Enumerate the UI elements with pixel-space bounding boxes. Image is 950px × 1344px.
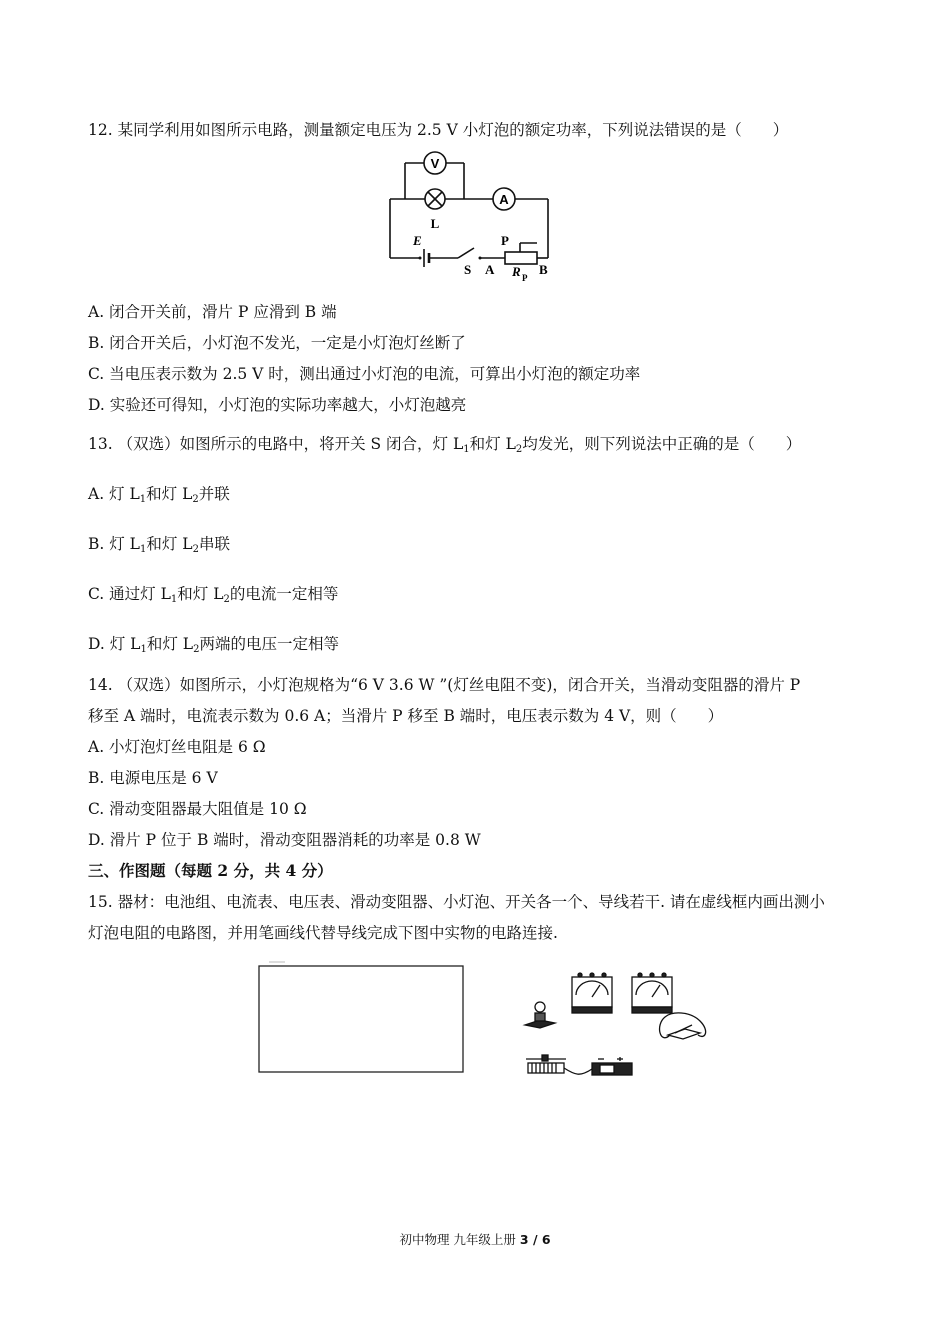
- terminal-a-label: A: [485, 262, 495, 277]
- rheostat-device-icon: [526, 1055, 566, 1073]
- q13-option-a: A. 灯 $L_1$和灯 $L_2$并联: [88, 485, 230, 505]
- lamp-holder-icon: [525, 1002, 555, 1028]
- battery-label: E: [413, 233, 422, 248]
- q13-option-c: C. 通过灯 $L_1$和灯 $L_2$的电流一定相等: [88, 585, 339, 605]
- q13-option-b: B. 灯 $L_1$和灯 $L_2$串联: [88, 535, 230, 555]
- slider-label: P: [501, 233, 509, 248]
- q15-line2: 灯泡电阻的电路图，并用笔画线代替导线完成下图中实物的电路连接.: [88, 924, 558, 942]
- q14-stem-line2: 移至 A 端时，电流表示数为 0.6 A；当滑片 P 移至 B 端时，电压表示数为 4 V，则（ ）: [88, 707, 724, 725]
- page-number: 3 / 6: [519, 1232, 551, 1247]
- q13-option-d: D. 灯 $L_1$和灯 $L_2$两端的电压一定相等: [88, 635, 339, 655]
- q13-stem: 13. （双选）如图所示的电路中，将开关 S 闭合，灯 $L_1$和灯 $L_2$均发光，则下列说法中正确的是（ ）: [88, 435, 802, 455]
- q15-line1: 15. 器材：电池组、电流表、电压表、滑动变阻器、小灯泡、开关各一个、导线若干. 请在虚线框内画出测小: [88, 893, 825, 911]
- terminal-b-label: B: [539, 262, 548, 277]
- q14-stem-line1: 14. （双选）如图所示，小灯泡规格为“6 V 3.6 W ”(灯丝电阻不变)，闭合开关，当滑动变阻器的滑片 P: [88, 676, 801, 694]
- footer-course: 初中物理 九年级上册: [399, 1232, 520, 1247]
- rheostat-label-sub: P: [522, 273, 528, 283]
- battery-pack-icon: [592, 1057, 632, 1075]
- q12-option-d: D. 实验还可得知，小灯泡的实际功率越大，小灯泡越亮: [88, 396, 467, 414]
- q14-option-b: B. 电源电压是 6 V: [88, 769, 218, 787]
- section-3-heading: 三、作图题（每题 2 分，共 4 分）: [88, 861, 333, 880]
- page-footer: [0, 1230, 950, 1248]
- q12-option-c: C. 当电压表示数为 2.5 V 时，测出通过小灯泡的电流，可算出小灯泡的额定功率: [88, 365, 641, 383]
- q12-option-b: B. 闭合开关后，小灯泡不发光，一定是小灯泡灯丝断了: [88, 334, 466, 352]
- circuit-drawing-box: [255, 958, 467, 1078]
- q14-option-a: A. 小灯泡灯丝电阻是 6 Ω: [88, 738, 266, 756]
- apparatus-illustration: [520, 965, 725, 1085]
- rheostat-label: R: [512, 264, 521, 279]
- voltmeter-device-icon: [632, 973, 672, 1013]
- q14-option-c: C. 滑动变阻器最大阻值是 10 Ω: [88, 800, 307, 818]
- switch-device-icon: [660, 1013, 706, 1039]
- voltmeter-label: V: [430, 156, 440, 171]
- ammeter-device-icon: [572, 973, 612, 1013]
- q12-stem: 12. 某同学利用如图所示电路，测量额定电压为 2.5 V 小灯泡的额定功率，下列说法错误的是（ ）: [88, 121, 789, 139]
- q14-option-d: D. 滑片 P 位于 B 端时，滑动变阻器消耗的功率是 0.8 W: [88, 831, 481, 849]
- lamp-label: L: [430, 216, 440, 231]
- q12-circuit-diagram: [380, 148, 560, 288]
- switch-label: S: [464, 262, 472, 277]
- q12-option-a: A. 闭合开关前，滑片 P 应滑到 B 端: [88, 303, 337, 321]
- ammeter-label: A: [499, 192, 509, 207]
